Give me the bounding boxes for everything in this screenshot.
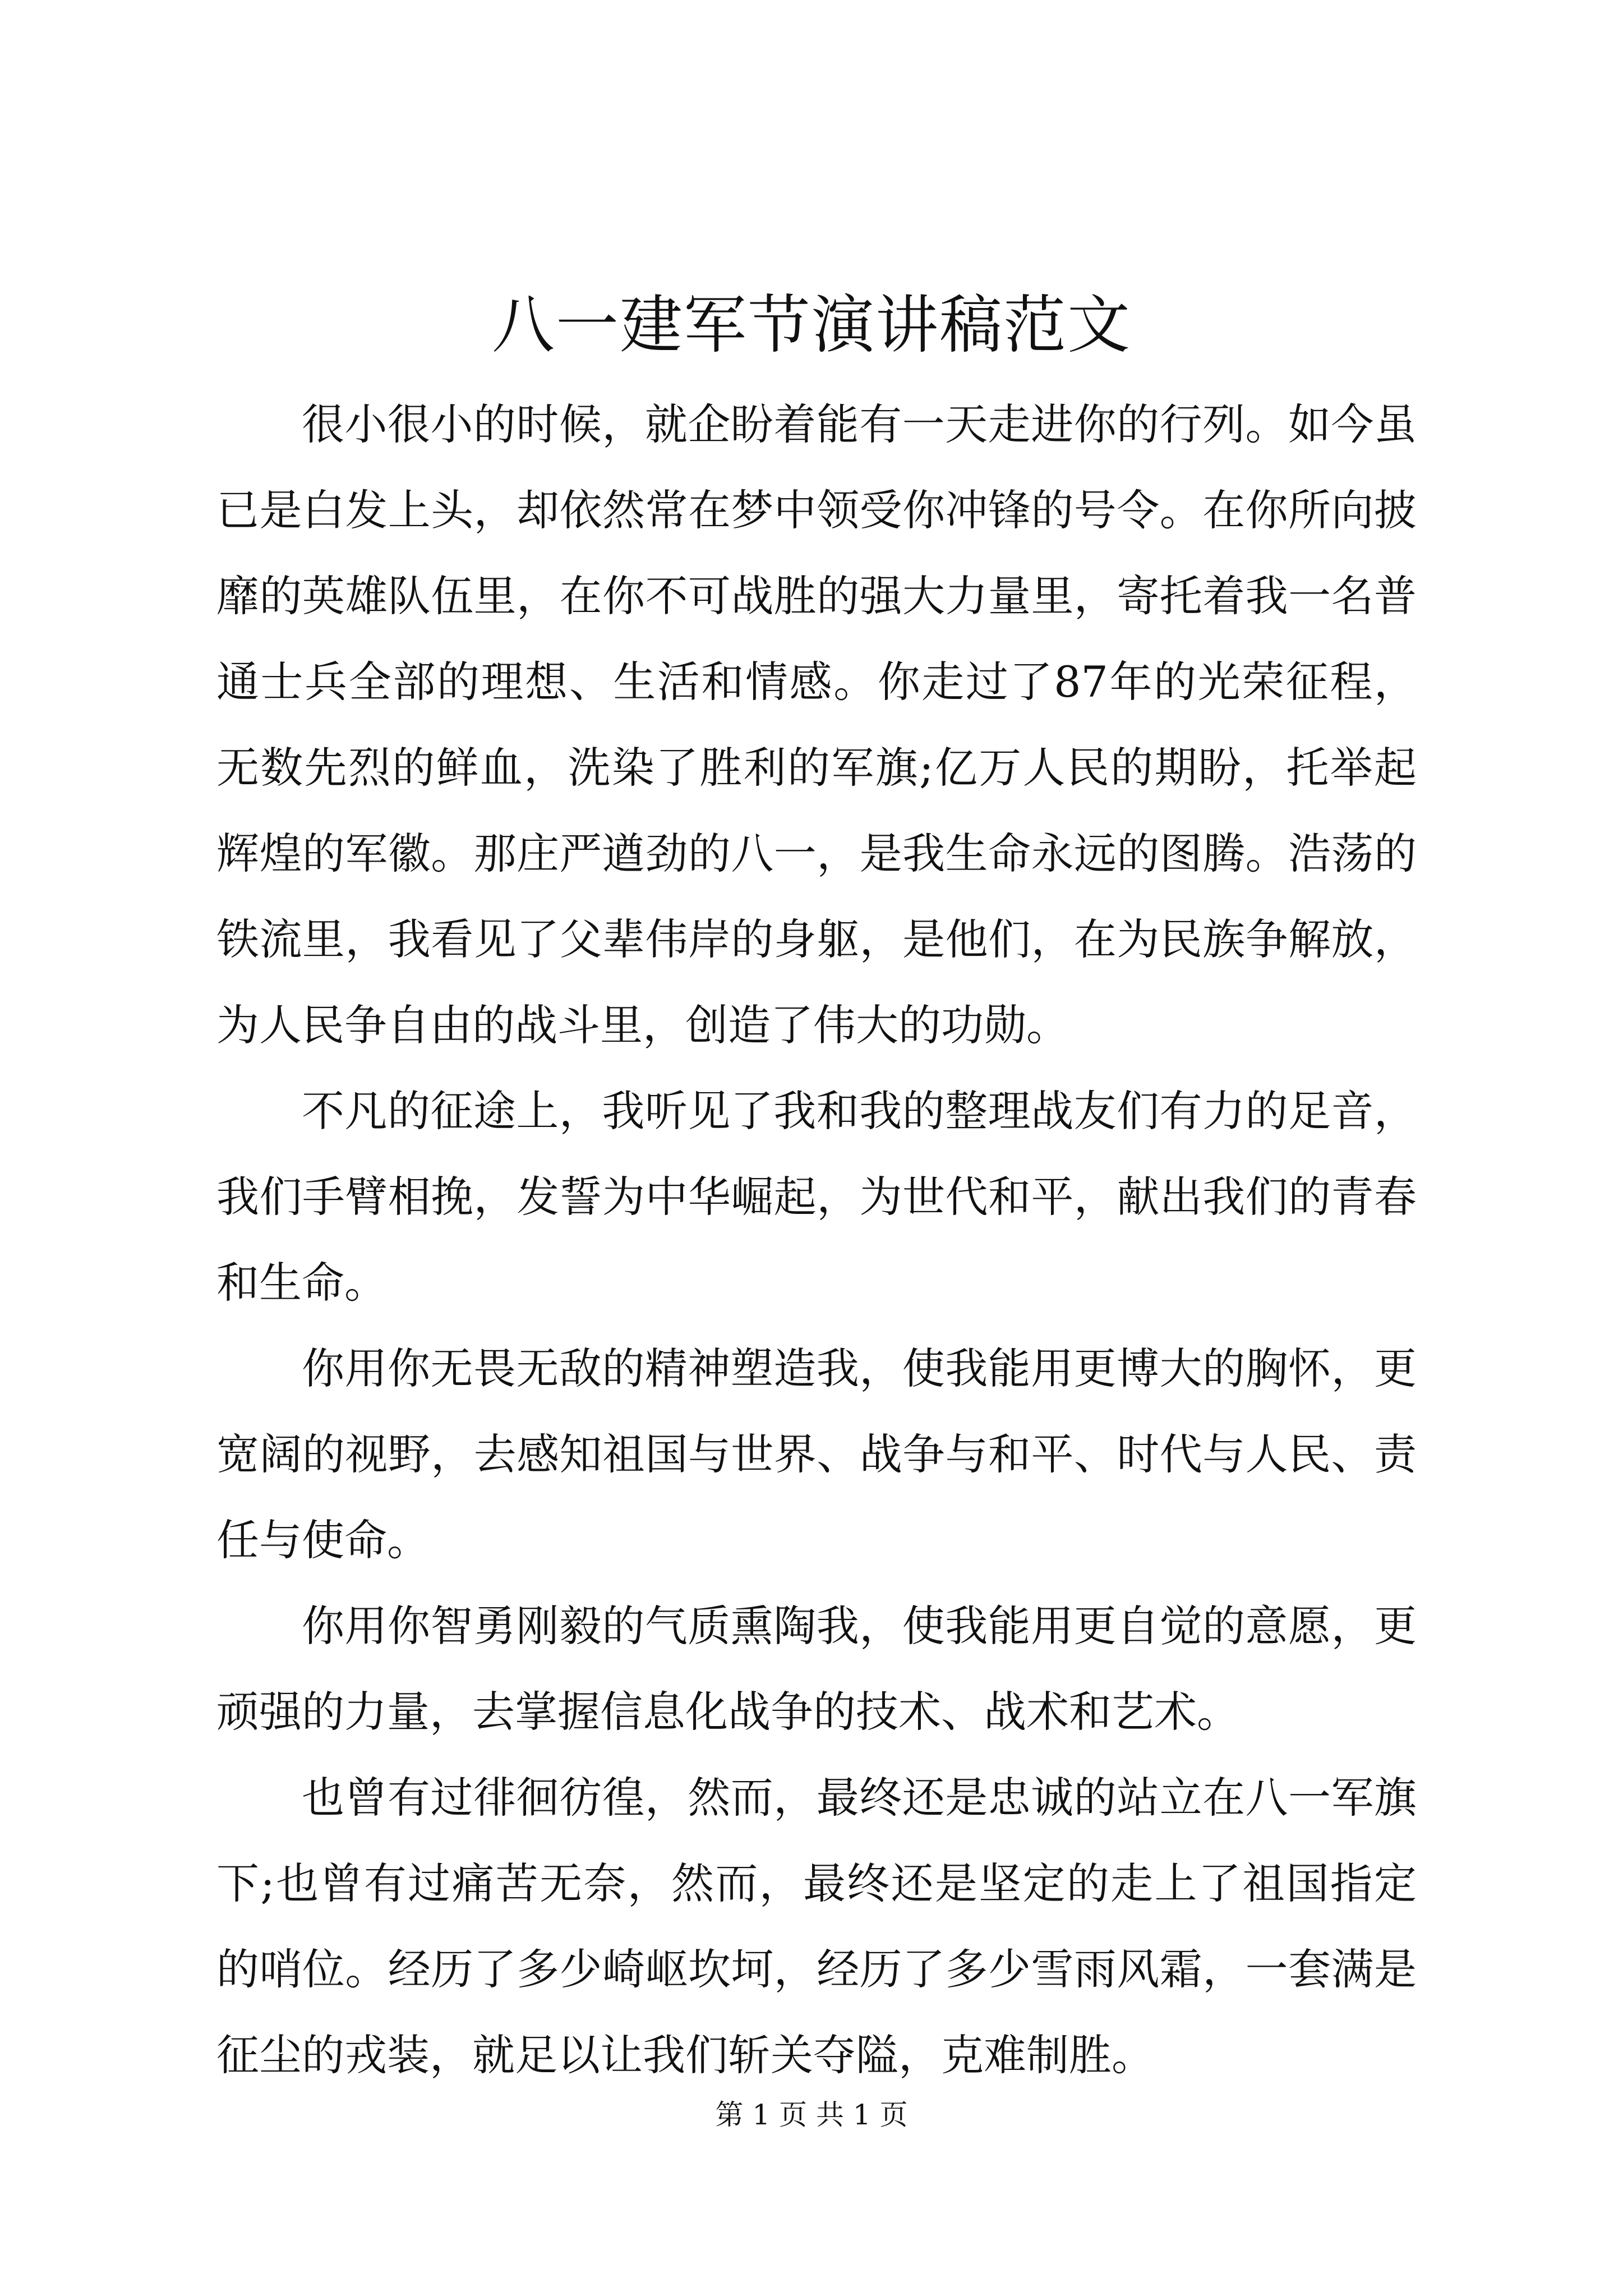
paragraph-2: 不凡的征途上，我听见了我和我的整理战友们有力的足音，我们手臂相挽，发誓为中华崛起，为世代和平，献出我们的青春和生命。 — [216, 1086, 1417, 1308]
paragraph-5: 也曾有过徘徊彷徨，然而，最终还是忠诚的站立在八一军旗下;也曾有过痛苦无奈，然而，最终还是坚定的走上了祖国指定的哨位。经历了多少崎岖坎坷，经历了多少雪雨风霜，一套满是征尘的戎装，就足以让我们斩关夺隘，克难制胜。 — [216, 1773, 1417, 2080]
document-body — [216, 381, 1417, 2098]
paragraph-3: 你用你无畏无敌的精神塑造我，使我能用更博大的胸怀，更宽阔的视野，去感知祖国与世界、战争与和平、时代与人民、责任与使命。 — [216, 1343, 1417, 1565]
paragraph-1: 很小很小的时候，就企盼着能有一天走进你的行列。如今虽已是白发上头，却依然常在梦中领受你冲锋的号令。在你所向披靡的英雄队伍里，在你不可战胜的强大力量里，寄托着我一名普通士兵全部的理想、生活和情感。你走过了87年的光荣征程，无数先烈的鲜血，洗染了胜利的军旗;亿万人民的期盼，托举起辉煌的军徽。那庄严遒劲的八一，是我生命永远的图腾。浩荡的铁流里，我看见了父辈伟岸的身躯，是他们，在为民族争解放，为人民争自由的战斗里，创造了伟大的功勋。 — [216, 399, 1417, 1050]
page-footer: 第 1 页 共 1 页 — [715, 2099, 908, 2131]
document-title: 八一建军节演讲稿范文 — [492, 289, 1131, 362]
paragraph-4: 你用你智勇刚毅的气质熏陶我，使我能用更自觉的意愿，更顽强的力量，去掌握信息化战争的技术、战术和艺术。 — [216, 1601, 1417, 1737]
